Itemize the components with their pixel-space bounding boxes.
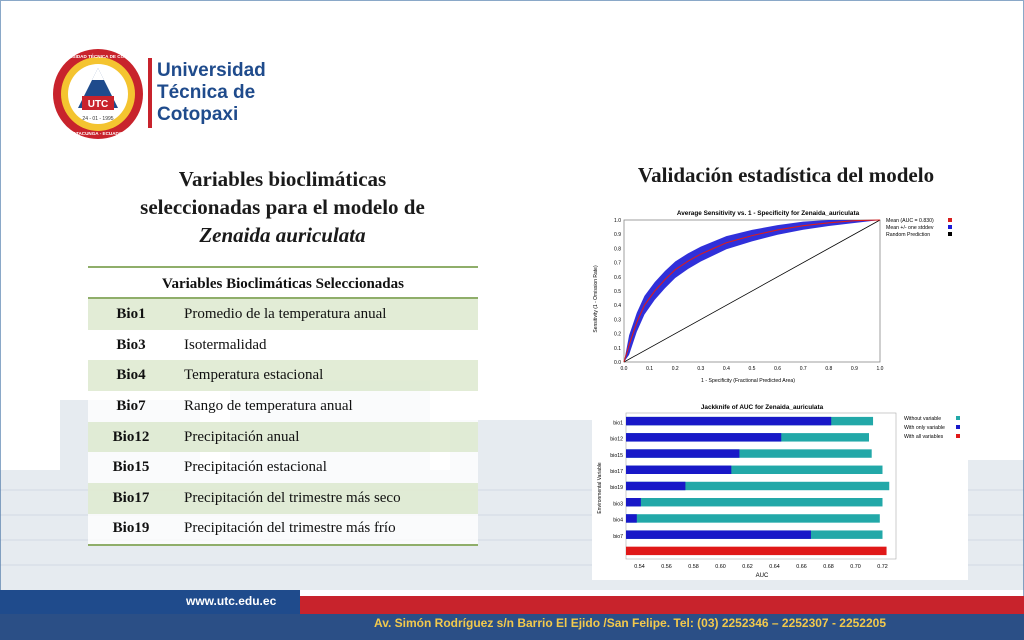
variable-code: Bio4 xyxy=(88,360,174,391)
university-name xyxy=(157,60,266,126)
roc-y-tick-label: 1.0 xyxy=(614,218,621,224)
jk-legend-only-swatch xyxy=(956,425,960,429)
roc-y-tick-label: 0.0 xyxy=(614,360,621,366)
seal-date: 24 - 01 - 1995 xyxy=(82,116,114,122)
variable-code: Bio1 xyxy=(88,299,174,330)
variable-code: Bio12 xyxy=(88,422,174,453)
left-title-line1: Variables bioclimáticas xyxy=(178,167,387,191)
jk-x-tick-label: 0.56 xyxy=(661,564,672,570)
roc-xlabel: 1 - Specificity (Fractional Predicted Area) xyxy=(701,378,795,384)
university-name-line1: Universidad xyxy=(157,60,266,81)
species-name: Zenaida auriculata xyxy=(199,223,366,247)
jk-category-label: bio15 xyxy=(610,452,623,459)
jk-x-tick-label: 0.60 xyxy=(715,564,726,570)
roc-x-tick-label: 0.9 xyxy=(850,366,858,372)
jk-ylabel: Environmental Variable xyxy=(597,462,603,514)
jk-title: Jackknife of AUC for Zenaida_auriculata xyxy=(700,404,824,411)
jk-bar-without-bio3 xyxy=(626,498,883,506)
roc-chart xyxy=(588,204,968,386)
table-row xyxy=(88,299,478,330)
roc-legend-mean-swatch xyxy=(948,218,952,222)
jk-legend-without-swatch xyxy=(956,416,960,420)
table-row xyxy=(88,483,478,514)
roc-y-tick-label: 0.1 xyxy=(614,345,621,352)
left-section-title xyxy=(95,165,470,249)
variable-code: Bio19 xyxy=(88,514,174,545)
jk-bar-only-bio3 xyxy=(626,498,641,506)
jk-x-tick-label: 0.58 xyxy=(688,564,699,570)
roc-y-tick-label: 0.4 xyxy=(614,303,621,310)
jk-bar-only-bio19 xyxy=(626,482,685,490)
jk-bar-only-bio17 xyxy=(626,466,731,474)
roc-y-tick-label: 0.7 xyxy=(614,260,621,267)
variable-description: Isotermalidad xyxy=(174,330,478,361)
roc-legend-random-swatch xyxy=(948,232,952,236)
variable-description: Promedio de la temperatura anual xyxy=(174,299,478,330)
table-row xyxy=(88,452,478,483)
jk-legend-all-swatch xyxy=(956,434,960,438)
table-caption: Variables Bioclimáticas Seleccionadas xyxy=(88,266,478,299)
roc-x-tick-label: 0.5 xyxy=(748,366,756,372)
table-row xyxy=(88,330,478,361)
roc-x-tick-label: 0.2 xyxy=(671,366,679,372)
jk-category-label: bio7 xyxy=(613,533,623,540)
variable-code: Bio17 xyxy=(88,483,174,514)
roc-x-tick-label: 0.0 xyxy=(620,366,628,372)
jk-bar-all-variables xyxy=(626,547,887,555)
jk-bar-only-bio7 xyxy=(626,530,811,538)
roc-y-tick-label: 0.2 xyxy=(614,331,621,338)
jk-legend-without: Without variable xyxy=(904,416,942,422)
table-row xyxy=(88,422,478,453)
footer-address: Av. Simón Rodríguez s/n Barrio El Ejido /San Felipe. Tel: (03) 2252346 – 2252307 - 2252205 xyxy=(374,616,886,630)
variable-description: Temperatura estacional xyxy=(174,360,478,391)
roc-y-tick-label: 0.5 xyxy=(614,289,621,295)
jk-x-tick-label: 0.68 xyxy=(823,564,834,570)
jk-legend-only: With only variable xyxy=(904,425,945,431)
roc-x-tick-label: 0.7 xyxy=(799,366,807,372)
jk-category-label: bio4 xyxy=(613,517,623,524)
variable-description: Precipitación del trimestre más seco xyxy=(174,483,478,514)
roc-legend xyxy=(886,218,952,238)
roc-y-tick-label: 0.3 xyxy=(614,317,621,324)
jk-x-tick-label: 0.54 xyxy=(634,564,645,570)
bioclimatic-variables-table xyxy=(88,266,478,546)
roc-y-tick-label: 0.9 xyxy=(614,232,621,239)
variable-code: Bio3 xyxy=(88,330,174,361)
jk-bar-without-bio4 xyxy=(626,514,880,522)
jk-bar-only-bio15 xyxy=(626,449,739,457)
roc-legend-stddev: Mean +/- one stddev xyxy=(886,225,934,231)
variable-code: Bio7 xyxy=(88,391,174,422)
jk-bar-only-bio12 xyxy=(626,433,781,441)
jk-category-label: bio17 xyxy=(610,468,623,475)
jk-x-tick-label: 0.72 xyxy=(877,564,888,570)
variable-description: Precipitación anual xyxy=(174,422,478,453)
roc-x-tick-label: 0.6 xyxy=(774,366,782,372)
footer-red-bar xyxy=(300,596,1024,614)
roc-x-tick-label: 1.0 xyxy=(876,366,884,372)
variable-description: Rango de temperatura anual xyxy=(174,391,478,422)
table-row xyxy=(88,391,478,422)
variable-code: Bio15 xyxy=(88,452,174,483)
right-section-title: Validación estadística del modelo xyxy=(637,163,935,187)
seal-text-bottom: LATACUNGA - ECUADOR xyxy=(70,131,126,136)
jk-x-tick-label: 0.64 xyxy=(769,564,780,570)
jk-bar-only-bio1 xyxy=(626,417,831,425)
jk-legend xyxy=(904,416,960,440)
footer-website-link[interactable]: www.utc.edu.ec xyxy=(186,594,277,608)
jk-xlabel: AUC xyxy=(755,573,769,579)
jk-category-label: bio3 xyxy=(613,501,623,508)
roc-title: Average Sensitivity vs. 1 - Specificity for Zenaida_auriculata xyxy=(676,210,860,217)
university-name-line3: Cotopaxi xyxy=(157,104,239,125)
roc-legend-mean: Mean (AUC = 0.830) xyxy=(886,218,934,224)
utc-seal-logo xyxy=(52,48,144,140)
table-row xyxy=(88,360,478,391)
jk-legend-all: With all variables xyxy=(904,434,944,440)
brand-divider xyxy=(148,58,152,128)
roc-legend-random: Random Prediction xyxy=(886,232,931,238)
jk-x-tick-label: 0.66 xyxy=(796,564,807,570)
variable-description: Precipitación estacional xyxy=(174,452,478,483)
seal-text-top: UNIVERSIDAD TÉCNICA DE COTOPAXI xyxy=(55,54,141,59)
roc-x-tick-label: 0.4 xyxy=(722,366,730,372)
jackknife-chart xyxy=(592,398,968,580)
roc-x-tick-label: 0.1 xyxy=(646,366,654,372)
variable-description: Precipitación del trimestre más frío xyxy=(174,514,478,545)
roc-legend-stddev-swatch xyxy=(948,225,952,229)
left-title-line2: seleccionadas para el modelo de xyxy=(140,195,425,219)
roc-x-tick-label: 0.3 xyxy=(697,366,705,372)
jk-x-tick-label: 0.70 xyxy=(850,564,861,570)
jk-category-label: bio19 xyxy=(610,485,623,492)
university-name-line2: Técnica de xyxy=(157,82,256,103)
jk-bar-only-bio4 xyxy=(626,514,637,522)
roc-y-tick-label: 0.8 xyxy=(614,246,621,253)
roc-y-tick-label: 0.6 xyxy=(614,274,621,281)
roc-ylabel: Sensitivity (1 - Omission Rate) xyxy=(593,265,599,333)
jk-category-label: bio12 xyxy=(610,436,623,443)
table-row xyxy=(88,514,478,545)
seal-initials: UTC xyxy=(87,99,109,110)
jk-x-tick-label: 0.62 xyxy=(742,564,753,570)
jk-category-label: bio1 xyxy=(613,420,623,427)
roc-x-tick-label: 0.8 xyxy=(825,366,833,372)
